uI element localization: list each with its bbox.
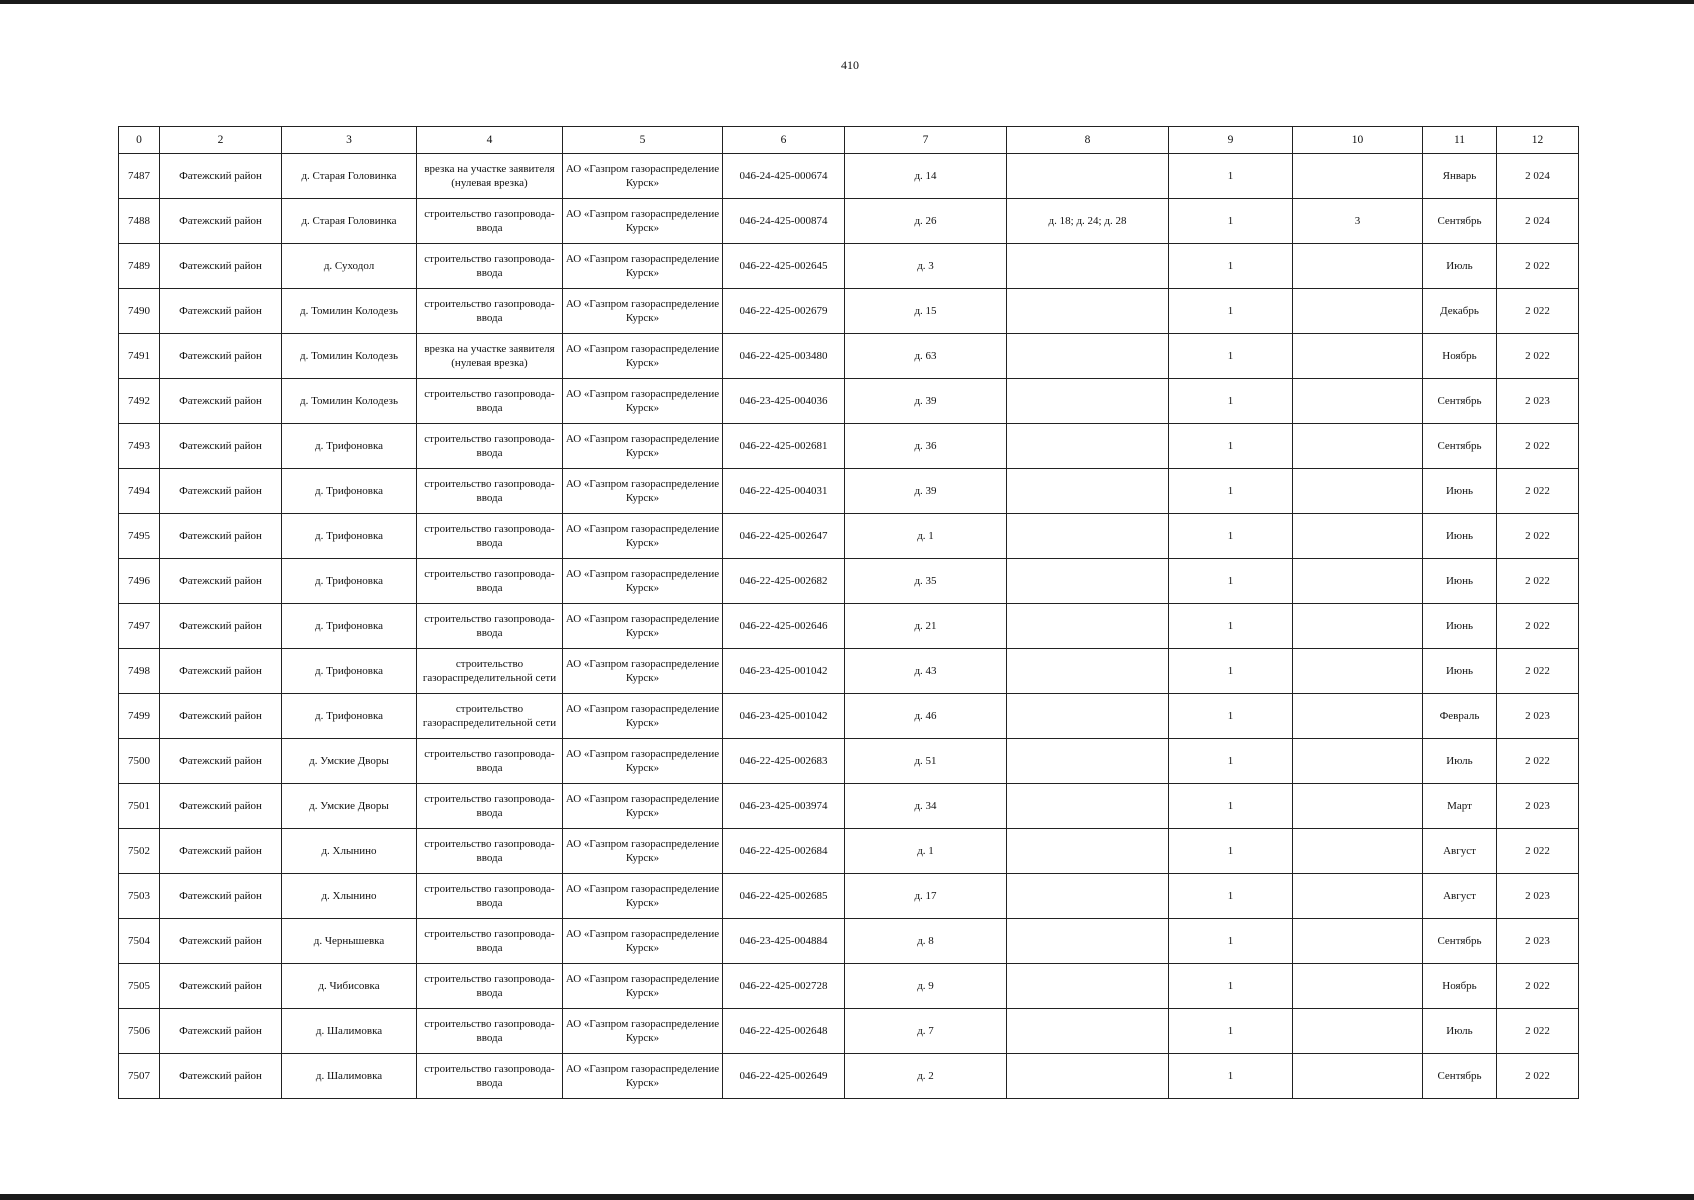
neighbor-houses-cell: [1007, 784, 1169, 829]
count-cell: 1: [1169, 244, 1293, 289]
count-cell: 1: [1169, 604, 1293, 649]
table-row: [119, 244, 1579, 289]
column-header: 6: [723, 127, 845, 154]
settlement-cell: д. Томилин Колодезь: [282, 334, 417, 379]
work-type-cell: строительство газопровода-ввода: [417, 469, 563, 514]
settlement-cell: д. Чибисовка: [282, 964, 417, 1009]
year-cell: 2 023: [1497, 784, 1579, 829]
neighbor-houses-cell: [1007, 829, 1169, 874]
neighbor-houses-cell: [1007, 739, 1169, 784]
application-number-cell: 046-23-425-004036: [723, 379, 845, 424]
application-number-cell: 046-24-425-000874: [723, 199, 845, 244]
year-cell: 2 022: [1497, 244, 1579, 289]
work-type-cell: строительство газопровода-ввода: [417, 379, 563, 424]
house-cell: д. 51: [845, 739, 1007, 784]
count-cell: 1: [1169, 739, 1293, 784]
work-type-cell: строительство газопровода-ввода: [417, 244, 563, 289]
count-cell: 1: [1169, 424, 1293, 469]
row-number: 7506: [119, 1009, 160, 1054]
district-cell: Фатежский район: [160, 784, 282, 829]
district-cell: Фатежский район: [160, 919, 282, 964]
count-cell: 1: [1169, 1054, 1293, 1099]
row-number: 7501: [119, 784, 160, 829]
table-row: [119, 154, 1579, 199]
year-cell: 2 023: [1497, 694, 1579, 739]
column-header: 0: [119, 127, 160, 154]
year-cell: 2 023: [1497, 919, 1579, 964]
month-cell: Июль: [1423, 244, 1497, 289]
year-cell: 2 024: [1497, 199, 1579, 244]
district-cell: Фатежский район: [160, 694, 282, 739]
table-row: [119, 424, 1579, 469]
work-type-cell: строительство газопровода-ввода: [417, 1054, 563, 1099]
column-header: 9: [1169, 127, 1293, 154]
month-cell: Сентябрь: [1423, 424, 1497, 469]
month-cell: Август: [1423, 829, 1497, 874]
column-header: 8: [1007, 127, 1169, 154]
year-cell: 2 024: [1497, 154, 1579, 199]
application-number-cell: 046-23-425-004884: [723, 919, 845, 964]
house-cell: д. 1: [845, 514, 1007, 559]
settlement-cell: д. Чернышевка: [282, 919, 417, 964]
column-header: 5: [563, 127, 723, 154]
house-cell: д. 2: [845, 1054, 1007, 1099]
application-number-cell: 046-24-425-000674: [723, 154, 845, 199]
year-cell: 2 022: [1497, 334, 1579, 379]
month-cell: Сентябрь: [1423, 199, 1497, 244]
count-cell: 1: [1169, 874, 1293, 919]
settlement-cell: д. Трифоновка: [282, 424, 417, 469]
count-cell: 1: [1169, 649, 1293, 694]
neighbor-houses-cell: [1007, 559, 1169, 604]
work-type-cell: строительство газопровода-ввода: [417, 514, 563, 559]
row-number: 7500: [119, 739, 160, 784]
row-number: 7502: [119, 829, 160, 874]
neighbor-houses-cell: [1007, 289, 1169, 334]
extra-count-cell: [1293, 559, 1423, 604]
house-cell: д. 63: [845, 334, 1007, 379]
organization-cell: АО «Газпром газораспределение Курск»: [563, 739, 723, 784]
row-number: 7503: [119, 874, 160, 919]
application-number-cell: 046-22-425-003480: [723, 334, 845, 379]
table-header: [119, 127, 1579, 154]
district-cell: Фатежский район: [160, 379, 282, 424]
column-header: 2: [160, 127, 282, 154]
work-type-cell: строительство газопровода-ввода: [417, 964, 563, 1009]
month-cell: Март: [1423, 784, 1497, 829]
extra-count-cell: [1293, 424, 1423, 469]
house-cell: д. 21: [845, 604, 1007, 649]
extra-count-cell: [1293, 514, 1423, 559]
settlement-cell: д. Трифоновка: [282, 604, 417, 649]
month-cell: Август: [1423, 874, 1497, 919]
table-row: [119, 694, 1579, 739]
organization-cell: АО «Газпром газораспределение Курск»: [563, 424, 723, 469]
application-number-cell: 046-22-425-002681: [723, 424, 845, 469]
count-cell: 1: [1169, 919, 1293, 964]
application-number-cell: 046-22-425-002683: [723, 739, 845, 784]
row-number: 7490: [119, 289, 160, 334]
organization-cell: АО «Газпром газораспределение Курск»: [563, 1054, 723, 1099]
district-cell: Фатежский район: [160, 559, 282, 604]
table-row: [119, 649, 1579, 694]
month-cell: Декабрь: [1423, 289, 1497, 334]
organization-cell: АО «Газпром газораспределение Курск»: [563, 289, 723, 334]
count-cell: 1: [1169, 514, 1293, 559]
house-cell: д. 1: [845, 829, 1007, 874]
table-row: [119, 514, 1579, 559]
neighbor-houses-cell: [1007, 514, 1169, 559]
district-cell: Фатежский район: [160, 199, 282, 244]
settlement-cell: д. Трифоновка: [282, 649, 417, 694]
neighbor-houses-cell: [1007, 379, 1169, 424]
application-number-cell: 046-22-425-002645: [723, 244, 845, 289]
row-number: 7498: [119, 649, 160, 694]
table-row: [119, 199, 1579, 244]
application-number-cell: 046-22-425-002646: [723, 604, 845, 649]
organization-cell: АО «Газпром газораспределение Курск»: [563, 649, 723, 694]
row-number: 7496: [119, 559, 160, 604]
work-type-cell: строительство газопровода-ввода: [417, 739, 563, 784]
row-number: 7491: [119, 334, 160, 379]
table-row: [119, 919, 1579, 964]
neighbor-houses-cell: [1007, 649, 1169, 694]
year-cell: 2 022: [1497, 1009, 1579, 1054]
scan-bottom-edge: [0, 1194, 1694, 1200]
district-cell: Фатежский район: [160, 244, 282, 289]
count-cell: 1: [1169, 199, 1293, 244]
settlement-cell: д. Шалимовка: [282, 1054, 417, 1099]
neighbor-houses-cell: [1007, 604, 1169, 649]
registry-table: [118, 126, 1579, 1099]
settlement-cell: д. Умские Дворы: [282, 784, 417, 829]
extra-count-cell: [1293, 829, 1423, 874]
month-cell: Январь: [1423, 154, 1497, 199]
organization-cell: АО «Газпром газораспределение Курск»: [563, 154, 723, 199]
organization-cell: АО «Газпром газораспределение Курск»: [563, 469, 723, 514]
extra-count-cell: [1293, 469, 1423, 514]
organization-cell: АО «Газпром газораспределение Курск»: [563, 829, 723, 874]
application-number-cell: 046-22-425-002647: [723, 514, 845, 559]
application-number-cell: 046-22-425-002679: [723, 289, 845, 334]
count-cell: 1: [1169, 559, 1293, 604]
table-row: [119, 559, 1579, 604]
settlement-cell: д. Хлынино: [282, 874, 417, 919]
work-type-cell: строительство газопровода-ввода: [417, 784, 563, 829]
organization-cell: АО «Газпром газораспределение Курск»: [563, 514, 723, 559]
extra-count-cell: [1293, 334, 1423, 379]
application-number-cell: 046-22-425-002682: [723, 559, 845, 604]
count-cell: 1: [1169, 469, 1293, 514]
work-type-cell: строительство газопровода-ввода: [417, 1009, 563, 1054]
year-cell: 2 022: [1497, 739, 1579, 784]
settlement-cell: д. Хлынино: [282, 829, 417, 874]
count-cell: 1: [1169, 379, 1293, 424]
extra-count-cell: [1293, 1009, 1423, 1054]
neighbor-houses-cell: [1007, 244, 1169, 289]
table-row: [119, 289, 1579, 334]
page-number: 410: [841, 58, 859, 72]
month-cell: Сентябрь: [1423, 379, 1497, 424]
scan-top-edge: [0, 0, 1694, 4]
organization-cell: АО «Газпром газораспределение Курск»: [563, 334, 723, 379]
settlement-cell: д. Томилин Колодезь: [282, 379, 417, 424]
application-number-cell: 046-22-425-002684: [723, 829, 845, 874]
row-number: 7493: [119, 424, 160, 469]
settlement-cell: д. Старая Головинка: [282, 199, 417, 244]
year-cell: 2 022: [1497, 829, 1579, 874]
work-type-cell: строительство газопровода-ввода: [417, 289, 563, 334]
table-row: [119, 379, 1579, 424]
organization-cell: АО «Газпром газораспределение Курск»: [563, 784, 723, 829]
neighbor-houses-cell: [1007, 1054, 1169, 1099]
column-header: 12: [1497, 127, 1579, 154]
month-cell: Июнь: [1423, 604, 1497, 649]
row-number: 7497: [119, 604, 160, 649]
count-cell: 1: [1169, 1009, 1293, 1054]
house-cell: д. 36: [845, 424, 1007, 469]
house-cell: д. 9: [845, 964, 1007, 1009]
application-number-cell: 046-22-425-002685: [723, 874, 845, 919]
work-type-cell: строительство газопровода-ввода: [417, 874, 563, 919]
neighbor-houses-cell: [1007, 334, 1169, 379]
district-cell: Фатежский район: [160, 1054, 282, 1099]
extra-count-cell: [1293, 1054, 1423, 1099]
extra-count-cell: [1293, 694, 1423, 739]
extra-count-cell: [1293, 289, 1423, 334]
count-cell: 1: [1169, 784, 1293, 829]
column-header: 4: [417, 127, 563, 154]
count-cell: 1: [1169, 964, 1293, 1009]
settlement-cell: д. Шалимовка: [282, 1009, 417, 1054]
neighbor-houses-cell: [1007, 964, 1169, 1009]
extra-count-cell: [1293, 379, 1423, 424]
work-type-cell: строительство газораспределительной сети: [417, 649, 563, 694]
column-header: 10: [1293, 127, 1423, 154]
work-type-cell: строительство газопровода-ввода: [417, 559, 563, 604]
row-number: 7507: [119, 1054, 160, 1099]
extra-count-cell: [1293, 964, 1423, 1009]
table-row: [119, 469, 1579, 514]
year-cell: 2 022: [1497, 649, 1579, 694]
house-cell: д. 26: [845, 199, 1007, 244]
district-cell: Фатежский район: [160, 334, 282, 379]
month-cell: Июнь: [1423, 559, 1497, 604]
settlement-cell: д. Старая Головинка: [282, 154, 417, 199]
house-cell: д. 3: [845, 244, 1007, 289]
house-cell: д. 14: [845, 154, 1007, 199]
extra-count-cell: [1293, 784, 1423, 829]
house-cell: д. 34: [845, 784, 1007, 829]
month-cell: Ноябрь: [1423, 334, 1497, 379]
work-type-cell: строительство газопровода-ввода: [417, 199, 563, 244]
application-number-cell: 046-22-425-002649: [723, 1054, 845, 1099]
district-cell: Фатежский район: [160, 154, 282, 199]
table-row: [119, 784, 1579, 829]
organization-cell: АО «Газпром газораспределение Курск»: [563, 1009, 723, 1054]
row-number: 7488: [119, 199, 160, 244]
organization-cell: АО «Газпром газораспределение Курск»: [563, 199, 723, 244]
row-number: 7495: [119, 514, 160, 559]
application-number-cell: 046-23-425-001042: [723, 694, 845, 739]
table-body: [119, 154, 1579, 1099]
row-number: 7494: [119, 469, 160, 514]
table-row: [119, 874, 1579, 919]
neighbor-houses-cell: [1007, 694, 1169, 739]
table-row: [119, 829, 1579, 874]
column-header: 11: [1423, 127, 1497, 154]
house-cell: д. 39: [845, 469, 1007, 514]
row-number: 7499: [119, 694, 160, 739]
work-type-cell: строительство газопровода-ввода: [417, 919, 563, 964]
district-cell: Фатежский район: [160, 1009, 282, 1054]
organization-cell: АО «Газпром газораспределение Курск»: [563, 379, 723, 424]
application-number-cell: 046-23-425-003974: [723, 784, 845, 829]
count-cell: 1: [1169, 694, 1293, 739]
house-cell: д. 43: [845, 649, 1007, 694]
month-cell: Июль: [1423, 1009, 1497, 1054]
extra-count-cell: 3: [1293, 199, 1423, 244]
application-number-cell: 046-22-425-002648: [723, 1009, 845, 1054]
work-type-cell: строительство газораспределительной сети: [417, 694, 563, 739]
year-cell: 2 022: [1497, 289, 1579, 334]
district-cell: Фатежский район: [160, 964, 282, 1009]
neighbor-houses-cell: [1007, 919, 1169, 964]
count-cell: 1: [1169, 829, 1293, 874]
row-number: 7487: [119, 154, 160, 199]
table-row: [119, 1054, 1579, 1099]
district-cell: Фатежский район: [160, 649, 282, 694]
row-number: 7504: [119, 919, 160, 964]
month-cell: Февраль: [1423, 694, 1497, 739]
district-cell: Фатежский район: [160, 829, 282, 874]
application-number-cell: 046-22-425-004031: [723, 469, 845, 514]
organization-cell: АО «Газпром газораспределение Курск»: [563, 694, 723, 739]
count-cell: 1: [1169, 289, 1293, 334]
year-cell: 2 022: [1497, 469, 1579, 514]
table-row: [119, 1009, 1579, 1054]
settlement-cell: д. Томилин Колодезь: [282, 289, 417, 334]
year-cell: 2 022: [1497, 559, 1579, 604]
month-cell: Июль: [1423, 739, 1497, 784]
house-cell: д. 39: [845, 379, 1007, 424]
work-type-cell: строительство газопровода-ввода: [417, 829, 563, 874]
extra-count-cell: [1293, 649, 1423, 694]
month-cell: Ноябрь: [1423, 964, 1497, 1009]
house-cell: д. 8: [845, 919, 1007, 964]
application-number-cell: 046-23-425-001042: [723, 649, 845, 694]
month-cell: Июнь: [1423, 514, 1497, 559]
year-cell: 2 022: [1497, 514, 1579, 559]
organization-cell: АО «Газпром газораспределение Курск»: [563, 874, 723, 919]
house-cell: д. 17: [845, 874, 1007, 919]
work-type-cell: строительство газопровода-ввода: [417, 604, 563, 649]
work-type-cell: врезка на участке заявителя (нулевая врезка): [417, 154, 563, 199]
organization-cell: АО «Газпром газораспределение Курск»: [563, 559, 723, 604]
table-row: [119, 334, 1579, 379]
month-cell: Сентябрь: [1423, 919, 1497, 964]
extra-count-cell: [1293, 919, 1423, 964]
settlement-cell: д. Трифоновка: [282, 559, 417, 604]
year-cell: 2 022: [1497, 424, 1579, 469]
application-number-cell: 046-22-425-002728: [723, 964, 845, 1009]
row-number: 7489: [119, 244, 160, 289]
neighbor-houses-cell: [1007, 874, 1169, 919]
organization-cell: АО «Газпром газораспределение Курск»: [563, 919, 723, 964]
neighbor-houses-cell: [1007, 1009, 1169, 1054]
table-row: [119, 739, 1579, 784]
neighbor-houses-cell: [1007, 154, 1169, 199]
house-cell: д. 35: [845, 559, 1007, 604]
neighbor-houses-cell: д. 18; д. 24; д. 28: [1007, 199, 1169, 244]
extra-count-cell: [1293, 604, 1423, 649]
month-cell: Июнь: [1423, 649, 1497, 694]
house-cell: д. 15: [845, 289, 1007, 334]
extra-count-cell: [1293, 244, 1423, 289]
settlement-cell: д. Трифоновка: [282, 694, 417, 739]
year-cell: 2 022: [1497, 1054, 1579, 1099]
extra-count-cell: [1293, 874, 1423, 919]
organization-cell: АО «Газпром газораспределение Курск»: [563, 964, 723, 1009]
neighbor-houses-cell: [1007, 469, 1169, 514]
house-cell: д. 7: [845, 1009, 1007, 1054]
header-row: [119, 127, 1579, 154]
district-cell: Фатежский район: [160, 739, 282, 784]
row-number: 7492: [119, 379, 160, 424]
column-header: 3: [282, 127, 417, 154]
count-cell: 1: [1169, 154, 1293, 199]
district-cell: Фатежский район: [160, 514, 282, 559]
settlement-cell: д. Трифоновка: [282, 469, 417, 514]
month-cell: Сентябрь: [1423, 1054, 1497, 1099]
settlement-cell: д. Суходол: [282, 244, 417, 289]
year-cell: 2 023: [1497, 379, 1579, 424]
house-cell: д. 46: [845, 694, 1007, 739]
year-cell: 2 022: [1497, 964, 1579, 1009]
column-header: 7: [845, 127, 1007, 154]
district-cell: Фатежский район: [160, 289, 282, 334]
work-type-cell: строительство газопровода-ввода: [417, 424, 563, 469]
table-row: [119, 964, 1579, 1009]
neighbor-houses-cell: [1007, 424, 1169, 469]
settlement-cell: д. Трифоновка: [282, 514, 417, 559]
extra-count-cell: [1293, 154, 1423, 199]
month-cell: Июнь: [1423, 469, 1497, 514]
organization-cell: АО «Газпром газораспределение Курск»: [563, 604, 723, 649]
extra-count-cell: [1293, 739, 1423, 784]
row-number: 7505: [119, 964, 160, 1009]
district-cell: Фатежский район: [160, 469, 282, 514]
count-cell: 1: [1169, 334, 1293, 379]
table-row: [119, 604, 1579, 649]
organization-cell: АО «Газпром газораспределение Курск»: [563, 244, 723, 289]
settlement-cell: д. Умские Дворы: [282, 739, 417, 784]
district-cell: Фатежский район: [160, 604, 282, 649]
district-cell: Фатежский район: [160, 874, 282, 919]
work-type-cell: врезка на участке заявителя (нулевая врезка): [417, 334, 563, 379]
year-cell: 2 022: [1497, 604, 1579, 649]
year-cell: 2 023: [1497, 874, 1579, 919]
district-cell: Фатежский район: [160, 424, 282, 469]
